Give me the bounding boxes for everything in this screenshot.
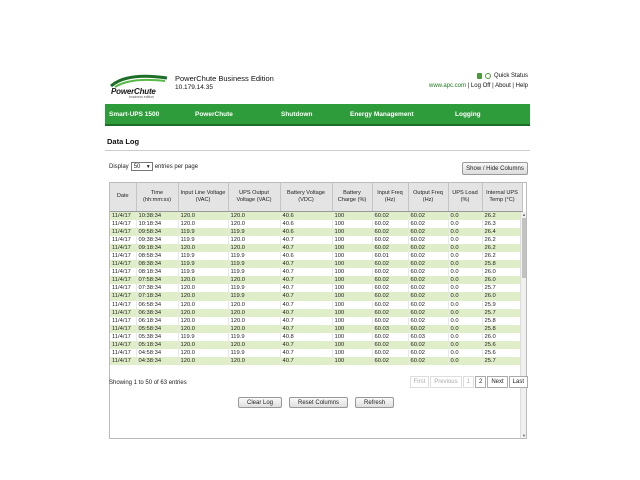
table-scrollbar[interactable] (520, 212, 526, 439)
clear-log-button[interactable]: Clear Log (238, 397, 282, 408)
table-cell: 04:58:34 (136, 349, 178, 357)
table-cell: 119.9 (228, 228, 280, 236)
table-cell: 60.02 (408, 357, 448, 365)
table-cell: 40.7 (280, 357, 332, 365)
table-cell: 07:18:34 (136, 292, 178, 300)
table-cell: 11/4/17 (110, 268, 136, 276)
scroll-up-icon[interactable]: ▲ (522, 212, 526, 217)
table-cell: 60.02 (372, 341, 408, 349)
table-cell: 60.02 (408, 260, 448, 268)
table-cell: 60.02 (408, 349, 448, 357)
table-cell: 100 (332, 292, 372, 300)
table-cell: 100 (332, 252, 372, 260)
table-cell: 120.0 (228, 220, 280, 228)
table-row (110, 244, 522, 252)
table-cell: 25.6 (482, 349, 522, 357)
table-cell: 11/4/17 (110, 252, 136, 260)
table-cell: 05:18:34 (136, 341, 178, 349)
quick-status[interactable] (477, 73, 528, 79)
column-header[interactable]: UPS Output Voltage (VAC) (228, 183, 280, 211)
logo-subtext: business edition (129, 95, 155, 99)
table-cell: 10:38:34 (136, 211, 178, 220)
table-cell: 0.0 (448, 211, 482, 220)
table-cell: 60.02 (408, 341, 448, 349)
table-cell: 120.0 (228, 325, 280, 333)
table-cell: 60.02 (372, 268, 408, 276)
table-cell: 04:38:34 (136, 357, 178, 365)
reset-columns-button[interactable]: Reset Columns (289, 397, 348, 408)
table-cell: 120.0 (178, 309, 228, 317)
table-row (110, 220, 522, 228)
table-row (110, 325, 522, 333)
scroll-down-icon[interactable]: ▼ (522, 433, 526, 438)
column-header[interactable]: Battery Voltage (VDC) (280, 183, 332, 211)
table-cell: 100 (332, 357, 372, 365)
table-cell: 100 (332, 228, 372, 236)
table-cell: 100 (332, 211, 372, 220)
table-cell: 100 (332, 325, 372, 333)
table-cell: 07:38:34 (136, 284, 178, 292)
table-cell: 26.2 (482, 211, 522, 220)
table-cell: 120.0 (228, 211, 280, 220)
table-cell: 100 (332, 236, 372, 244)
table-row (110, 309, 522, 317)
table-cell: 60.02 (372, 220, 408, 228)
table-cell: 100 (332, 244, 372, 252)
table-row (110, 268, 522, 276)
table-cell: 100 (332, 268, 372, 276)
table-cell: 11/4/17 (110, 211, 136, 220)
table-cell: 06:58:34 (136, 301, 178, 309)
display-suffix: entries per page (154, 163, 199, 170)
table-cell: 60.02 (372, 317, 408, 325)
table-cell: 60.02 (408, 284, 448, 292)
table-cell: 60.02 (372, 301, 408, 309)
table-cell: 120.0 (178, 244, 228, 252)
table-cell: 40.7 (280, 301, 332, 309)
table-cell: 120.0 (178, 276, 228, 284)
table-cell: 60.02 (408, 211, 448, 220)
table-cell: 26.2 (482, 244, 522, 252)
table-row (110, 228, 522, 236)
table-cell: 119.9 (178, 260, 228, 268)
table-cell: 11/4/17 (110, 228, 136, 236)
table-cell: 119.9 (178, 228, 228, 236)
table-cell: 25.7 (482, 357, 522, 365)
table-cell: 100 (332, 333, 372, 341)
table-cell: 60.02 (408, 236, 448, 244)
column-header[interactable]: Output Freq (Hz) (408, 183, 448, 211)
table-cell: 40.7 (280, 341, 332, 349)
table-cell: 40.7 (280, 260, 332, 268)
table-row (110, 333, 522, 341)
table-cell: 120.0 (178, 301, 228, 309)
table-cell: 26.0 (482, 292, 522, 300)
column-header[interactable]: Time (hh:mm:ss) (136, 183, 178, 211)
table-cell: 0.0 (448, 301, 482, 309)
display-entries (109, 162, 198, 171)
table-cell: 25.6 (482, 341, 522, 349)
table-cell: 60.02 (372, 244, 408, 252)
link-separator: | (467, 83, 470, 89)
table-cell: 120.0 (178, 341, 228, 349)
table-cell: 0.0 (448, 341, 482, 349)
table-row (110, 284, 522, 292)
table-cell: 60.02 (372, 309, 408, 317)
table-header-row (110, 183, 522, 211)
main-nav (105, 104, 530, 126)
about-link[interactable]: About (495, 83, 511, 89)
table-cell: 60.02 (408, 301, 448, 309)
table-cell: 11/4/17 (110, 357, 136, 365)
header (105, 66, 530, 102)
table-cell: 40.6 (280, 228, 332, 236)
table-cell: 08:18:34 (136, 268, 178, 276)
table-cell: 25.7 (482, 309, 522, 317)
table-cell: 06:18:34 (136, 317, 178, 325)
table-cell: 0.0 (448, 244, 482, 252)
table-cell: 0.0 (448, 268, 482, 276)
nav-shutdown[interactable]: Shutdown (281, 111, 313, 118)
table-cell: 119.9 (228, 260, 280, 268)
table-cell: 120.0 (178, 349, 228, 357)
table-cell: 100 (332, 276, 372, 284)
table-cell: 0.0 (448, 252, 482, 260)
table-cell: 09:18:34 (136, 244, 178, 252)
first-page-button[interactable]: First (410, 376, 430, 388)
table-cell: 11/4/17 (110, 244, 136, 252)
table-cell: 60.02 (408, 317, 448, 325)
table-cell: 40.7 (280, 292, 332, 300)
table-cell: 60.02 (408, 252, 448, 260)
column-header[interactable]: Input Line Voltage (VAC) (178, 183, 228, 211)
table-row (110, 341, 522, 349)
table-cell: 60.02 (408, 309, 448, 317)
table-cell: 40.8 (280, 333, 332, 341)
next-page-button[interactable]: Next (487, 376, 507, 388)
table-cell: 0.0 (448, 349, 482, 357)
table-row (110, 211, 522, 220)
table-cell: 119.9 (228, 252, 280, 260)
table-cell: 05:38:34 (136, 333, 178, 341)
table-cell: 60.02 (372, 357, 408, 365)
column-header[interactable]: Date (110, 183, 136, 211)
table-cell: 25.7 (482, 284, 522, 292)
table-cell: 120.0 (178, 325, 228, 333)
table-cell: 60.02 (372, 292, 408, 300)
refresh-button[interactable]: Refresh (355, 397, 394, 408)
page-2-button[interactable]: 2 (475, 376, 486, 388)
table-cell: 40.7 (280, 309, 332, 317)
nav-powerchute[interactable]: PowerChute (195, 111, 233, 118)
table-cell: 40.6 (280, 252, 332, 260)
table-cell: 11/4/17 (110, 309, 136, 317)
display-prefix: Display (109, 163, 129, 170)
link-separator: | (492, 83, 494, 89)
table-cell: 40.7 (280, 317, 332, 325)
table-cell: 100 (332, 309, 372, 317)
table-cell: 25.8 (482, 325, 522, 333)
logoff-link[interactable]: Log Off (470, 83, 491, 89)
table-cell: 120.0 (228, 317, 280, 325)
table-cell: 11/4/17 (110, 276, 136, 284)
page-title: Data Log (107, 137, 140, 146)
table-cell: 120.0 (228, 309, 280, 317)
table-row (110, 357, 522, 365)
table-cell: 119.9 (228, 268, 280, 276)
table-cell: 11/4/17 (110, 301, 136, 309)
table-cell: 120.0 (228, 236, 280, 244)
last-page-button[interactable]: Last (509, 376, 528, 388)
table-cell: 11/4/17 (110, 284, 136, 292)
table-cell: 0.0 (448, 276, 482, 284)
table-cell: 25.9 (482, 301, 522, 309)
table-cell: 60.03 (408, 333, 448, 341)
table-cell: 0.0 (448, 284, 482, 292)
table-cell: 26.2 (482, 252, 522, 260)
table-cell: 100 (332, 220, 372, 228)
table-cell: 09:38:34 (136, 236, 178, 244)
table-cell: 40.7 (280, 325, 332, 333)
table-cell: 26.0 (482, 276, 522, 284)
table-cell: 60.02 (408, 268, 448, 276)
table-cell: 11/4/17 (110, 292, 136, 300)
table-cell: 100 (332, 349, 372, 357)
table-cell: 60.02 (408, 244, 448, 252)
table-cell: 11/4/17 (110, 220, 136, 228)
table-cell: 11/4/17 (110, 341, 136, 349)
table-cell: 120.0 (178, 211, 228, 220)
table-row (110, 276, 522, 284)
table-cell: 40.7 (280, 236, 332, 244)
table-row (110, 252, 522, 260)
table-cell: 0.0 (448, 317, 482, 325)
nav-logging[interactable]: Logging (455, 111, 481, 118)
column-header[interactable]: Internal UPS Temp (°C) (482, 183, 522, 211)
table-cell: 07:58:34 (136, 276, 178, 284)
page-1-button[interactable]: 1 (463, 376, 474, 388)
table-cell: 60.03 (372, 325, 408, 333)
table-cell: 26.4 (482, 228, 522, 236)
nav-device[interactable]: Smart-UPS 1500 (109, 111, 160, 118)
table-cell: 40.7 (280, 284, 332, 292)
table-cell: 0.0 (448, 357, 482, 365)
table-cell: 0.0 (448, 236, 482, 244)
table-cell: 119.9 (228, 292, 280, 300)
table-row (110, 236, 522, 244)
table-cell: 40.7 (280, 276, 332, 284)
table-cell: 100 (332, 341, 372, 349)
table-cell: 06:38:34 (136, 309, 178, 317)
table-cell: 60.02 (372, 228, 408, 236)
entries-select[interactable] (131, 162, 153, 171)
table-cell: 0.0 (448, 220, 482, 228)
table-cell: 120.0 (228, 276, 280, 284)
table-cell: 60.02 (372, 349, 408, 357)
table-cell: 11/4/17 (110, 349, 136, 357)
table-cell: 100 (332, 317, 372, 325)
table-cell: 0.0 (448, 309, 482, 317)
table-cell: 11/4/17 (110, 236, 136, 244)
table-cell: 0.0 (448, 292, 482, 300)
table-cell: 119.9 (178, 333, 228, 341)
table-row (110, 260, 522, 268)
quick-status-link[interactable]: Quick Status (493, 73, 528, 79)
table-cell: 09:58:34 (136, 228, 178, 236)
table-cell: 0.0 (448, 325, 482, 333)
table-cell: 120.0 (228, 301, 280, 309)
table-cell: 119.9 (178, 252, 228, 260)
table-cell: 40.6 (280, 220, 332, 228)
powerchute-logo (107, 70, 171, 100)
table-cell: 40.7 (280, 268, 332, 276)
host-address: 10.179.14.35 (175, 84, 213, 91)
table-row (110, 292, 522, 300)
table-cell: 40.7 (280, 244, 332, 252)
powerchute-app (105, 66, 530, 438)
table-cell: 100 (332, 260, 372, 268)
table-cell: 26.0 (482, 333, 522, 341)
table-cell: 60.01 (372, 252, 408, 260)
table-cell: 0.0 (448, 228, 482, 236)
table-cell: 60.02 (372, 236, 408, 244)
speaker-icon[interactable] (477, 73, 482, 79)
table-cell: 120.0 (178, 292, 228, 300)
table-cell: 60.02 (408, 325, 448, 333)
table-cell: 08:58:34 (136, 252, 178, 260)
table-cell: 08:38:34 (136, 260, 178, 268)
table-cell: 25.8 (482, 260, 522, 268)
link-separator: | (512, 83, 514, 89)
log-actions (238, 397, 394, 408)
table-cell: 0.0 (448, 260, 482, 268)
table-row (110, 301, 522, 309)
table-cell: 119.9 (178, 268, 228, 276)
table-cell: 120.0 (228, 357, 280, 365)
table-cell: 25.8 (482, 317, 522, 325)
help-link[interactable]: Help (515, 83, 528, 89)
table-cell: 11/4/17 (110, 333, 136, 341)
previous-page-button[interactable]: Previous (430, 376, 461, 388)
table-cell: 26.0 (482, 268, 522, 276)
table-cell: 10:18:34 (136, 220, 178, 228)
table-cell: 05:58:34 (136, 325, 178, 333)
table-cell: 119.9 (228, 284, 280, 292)
table-cell: 60.02 (372, 284, 408, 292)
scroll-thumb[interactable] (522, 218, 526, 278)
table-cell: 60.02 (372, 276, 408, 284)
table-cell: 40.6 (280, 211, 332, 220)
table-cell: 60.02 (372, 333, 408, 341)
table-cell: 60.02 (408, 220, 448, 228)
table-row (110, 317, 522, 325)
showing-entries: Showing 1 to 50 of 63 entries (109, 380, 187, 386)
table-cell: 60.02 (408, 228, 448, 236)
table-cell: 40.7 (280, 349, 332, 357)
table-cell: 120.0 (178, 220, 228, 228)
table-cell: 60.02 (408, 276, 448, 284)
table-cell: 120.0 (228, 244, 280, 252)
table-cell: 120.0 (178, 317, 228, 325)
table-cell: 11/4/17 (110, 325, 136, 333)
app-title: PowerChute Business Edition (175, 74, 274, 83)
chevron-down-icon: ▼ (145, 163, 151, 170)
table-cell: 0.0 (448, 333, 482, 341)
logo-text: PowerChute (111, 87, 156, 96)
table-body (110, 211, 522, 365)
table-cell: 120.0 (178, 284, 228, 292)
divider (105, 150, 530, 151)
table-cell: 100 (332, 301, 372, 309)
column-header[interactable]: UPS Load (%) (448, 183, 482, 211)
table-cell: 26.3 (482, 220, 522, 228)
table-cell: 60.02 (408, 292, 448, 300)
table-cell: 26.2 (482, 236, 522, 244)
table-cell: 11/4/17 (110, 260, 136, 268)
table-cell: 119.9 (228, 333, 280, 341)
table-cell: 100 (332, 284, 372, 292)
table-row (110, 349, 522, 357)
table-cell: 120.0 (228, 341, 280, 349)
column-header[interactable]: Battery Charge (%) (332, 183, 372, 211)
refresh-icon[interactable] (485, 73, 491, 79)
table-cell: 11/4/17 (110, 317, 136, 325)
apc-link[interactable]: www.apc.com (428, 83, 466, 89)
table-cell: 119.9 (228, 349, 280, 357)
pagination (410, 376, 528, 388)
table-cell: 120.0 (178, 357, 228, 365)
column-header[interactable]: Input Freq (Hz) (372, 183, 408, 211)
header-links (429, 83, 528, 89)
nav-energy-management[interactable]: Energy Management (350, 111, 414, 118)
table-cell: 60.02 (372, 211, 408, 220)
show-hide-columns-button[interactable]: Show / Hide Columns (462, 162, 528, 175)
entries-select-value: 50 (133, 163, 141, 170)
table-cell: 119.9 (178, 236, 228, 244)
table-cell: 60.02 (372, 260, 408, 268)
